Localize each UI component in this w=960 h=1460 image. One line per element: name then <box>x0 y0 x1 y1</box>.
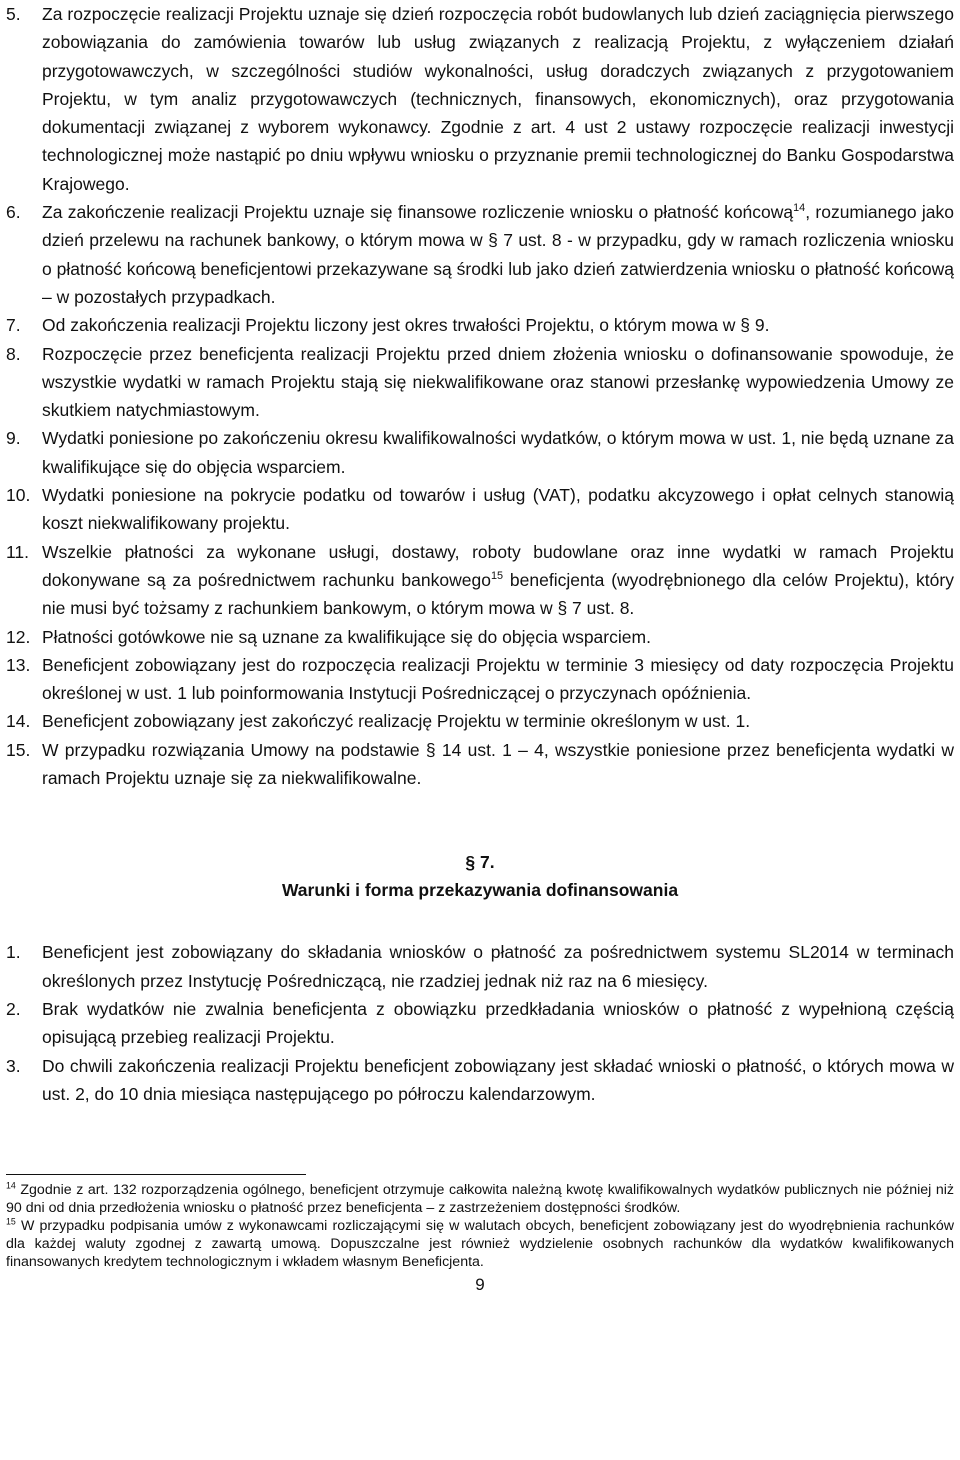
item-text: Za zakończenie realizacji Projektu uznaje się finansowe rozliczenie wniosku o płatność końcową <box>42 202 794 223</box>
page-number: 9 <box>475 1275 485 1295</box>
list-item <box>6 1052 954 1109</box>
section-title: Warunki i forma przekazywania dofinansowania <box>281 880 679 901</box>
item-number: 7. <box>6 315 21 336</box>
item-number: 12. <box>6 626 31 647</box>
section-heading <box>6 848 954 904</box>
footnote-ref-14[interactable]: 14 <box>793 202 806 215</box>
footnote-mark: 15 <box>6 1216 16 1227</box>
list-item <box>6 340 954 425</box>
item-number: 10. <box>6 485 31 506</box>
item-text: Do chwili zakończenia realizacji Projektu beneficjent zobowiązany jest składać wnioski o płatność, o których mowa w ust. 2, do 10 dnia miesiąca następującego po półroczu kalendarzowym. <box>42 1055 954 1104</box>
item-text: Beneficjent jest zobowiązany do składania wniosków o płatność za pośrednictwem systemu SL2014 w terminach określonych przez Instytucję Pośredniczącą, nie rzadziej jednak niż raz na 6 miesięcy. <box>42 942 954 991</box>
item-text: Wydatki poniesione na pokrycie podatku od towarów i usług (VAT), podatku akcyzowego i opłat celnych stanowią koszt niekwalifikowany projektu. <box>42 485 954 534</box>
section-number: § 7. <box>465 852 495 873</box>
provisions-list-part1 <box>6 0 954 792</box>
list-item <box>6 424 954 481</box>
footnote-ref-15[interactable]: 15 <box>490 570 504 583</box>
footnote-separator <box>6 1174 306 1175</box>
item-text: Beneficjent zobowiązany jest do rozpoczęcia realizacji Projektu w terminie 3 miesięcy od daty rozpoczęcia Projektu określonej w ust. 1 lub poinformowania Instytucji Pośredniczącej o przyczynach opóźnienia. <box>42 654 954 704</box>
list-item <box>6 651 954 708</box>
list-item <box>6 736 954 793</box>
item-number: 3. <box>6 1055 21 1076</box>
item-text: W przypadku rozwiązania Umowy na podstawie § 14 ust. 1 – 4, wszystkie poniesione przez beneficjenta wydatki w ramach Projektu uznaje się za niekwalifikowalne. <box>42 739 954 789</box>
item-number: 1. <box>6 942 21 963</box>
list-item <box>6 538 954 623</box>
item-text: Płatności gotówkowe nie są uznane za kwalifikujące się do objęcia wsparciem. <box>42 626 651 647</box>
footnote-text: W przypadku podpisania umów z wykonawcami rozliczającymi się w walutach obcych, beneficjent zobowiązany jest do wyodrębnienia rachunków dla każdej waluty zgodnej z zawartą umową. Dopuszczalne jest również wydzielenie osobnych rachunków dla wydatków kwalifikowanych finansowanych kredytem technologicznym i wkładem własnym Beneficjenta. <box>6 1218 954 1271</box>
item-text: Rozpoczęcie przez beneficjenta realizacji Projektu przed dniem złożenia wniosku o dofinansowanie spowoduje, że wszystkie wydatki w ramach Projektu stają się niekwalifikowane oraz stanowi przesłankę wypowiedzenia Umowy ze skutkiem natychmiastowym. <box>42 343 954 421</box>
footnote-14 <box>6 1181 954 1217</box>
item-number: 15. <box>6 739 31 760</box>
list-item <box>6 311 954 339</box>
list-item <box>6 995 954 1052</box>
footnote-15 <box>6 1217 954 1271</box>
item-number: 6. <box>6 202 21 223</box>
provisions-list-part2 <box>6 938 954 1108</box>
list-item <box>6 938 954 995</box>
item-text: Od zakończenia realizacji Projektu liczony jest okres trwałości Projektu, o którym mowa w § 9. <box>42 315 770 336</box>
footnote-mark: 14 <box>6 1180 16 1191</box>
list-item <box>6 481 954 538</box>
item-text: Brak wydatków nie zwalnia beneficjenta z obowiązku przedkładania wniosków o płatność z wypełnioną częścią opisującą przebieg realizacji Projektu. <box>42 998 954 1048</box>
list-item <box>6 707 954 735</box>
item-text-continued: , rozumianego jako dzień przelewu na rachunek bankowy, o którym mowa w § 7 ust. 8 - w przypadku, gdy w ramach rozliczenia wniosku o płatność końcową beneficjentowi przekazywane są środki lub jako dzień zatwierdzenia wniosku o płatność końcową – w pozostałych przypadkach. <box>42 202 954 307</box>
list-item <box>6 623 954 651</box>
item-number: 5. <box>6 4 21 24</box>
item-text: Wydatki poniesione po zakończeniu okresu kwalifikowalności wydatków, o którym mowa w ust. 1, nie będą uznane za kwalifikujące się do objęcia wsparciem. <box>42 428 954 477</box>
item-number: 13. <box>6 654 31 675</box>
footnote-text: Zgodnie z art. 132 rozporządzenia ogólnego, beneficjent otrzymuje całkowita należną kwotę kwalifikowalnych wydatków publicznych nie później niż 90 dni od dnia przedłożenia wniosku o płatność przez beneficjenta – z zastrzeżeniem dostępności środków. <box>6 1182 954 1217</box>
item-number: 8. <box>6 343 21 364</box>
footnotes <box>6 1181 954 1271</box>
item-number: 9. <box>6 428 21 449</box>
item-text: Wszelkie płatności za wykonane usługi, dostawy, roboty budowlane oraz inne wydatki w ramach Projektu dokonywane są za pośrednictwem rachunku bankowego <box>42 541 954 590</box>
item-number: 11. <box>6 541 30 562</box>
list-item <box>6 198 954 311</box>
list-item <box>6 0 954 198</box>
item-text-continued: beneficjenta (wyodrębnionego dla celów Projektu), który nie musi być tożsamy z rachunkiem bankowym, o którym mowa w § 7 ust. 8. <box>42 569 954 619</box>
item-number: 2. <box>6 998 21 1019</box>
item-text: Za rozpoczęcie realizacji Projektu uznaje się dzień rozpoczęcia robót budowlanych lub dzień zaciągnięcia pierwszego zobowiązania do zamówienia towarów lub usług związanych z realizacją Projektu, z wyłączeniem działań przygotowawczych, w szczególności studiów wykonalności, usług doradczych związanych z przygotowaniem Projektu, w tym analiz przygotowawczych (technicznych, finansowych, ekonomicznych), oraz przygotowania dokumentacji związanej z wyborem wykonawcy. Zgodnie z art. 4 ust 2 ustawy rozpoczęcie realizacji inwestycji technologicznej może nastąpić po dniu wpływu wniosku o przyznanie premii technologicznej do Banku Gospodarstwa Krajowego. <box>42 4 954 194</box>
item-number: 14. <box>6 711 31 732</box>
item-text: Beneficjent zobowiązany jest zakończyć realizację Projektu w terminie określonym w ust. 1. <box>42 711 751 732</box>
